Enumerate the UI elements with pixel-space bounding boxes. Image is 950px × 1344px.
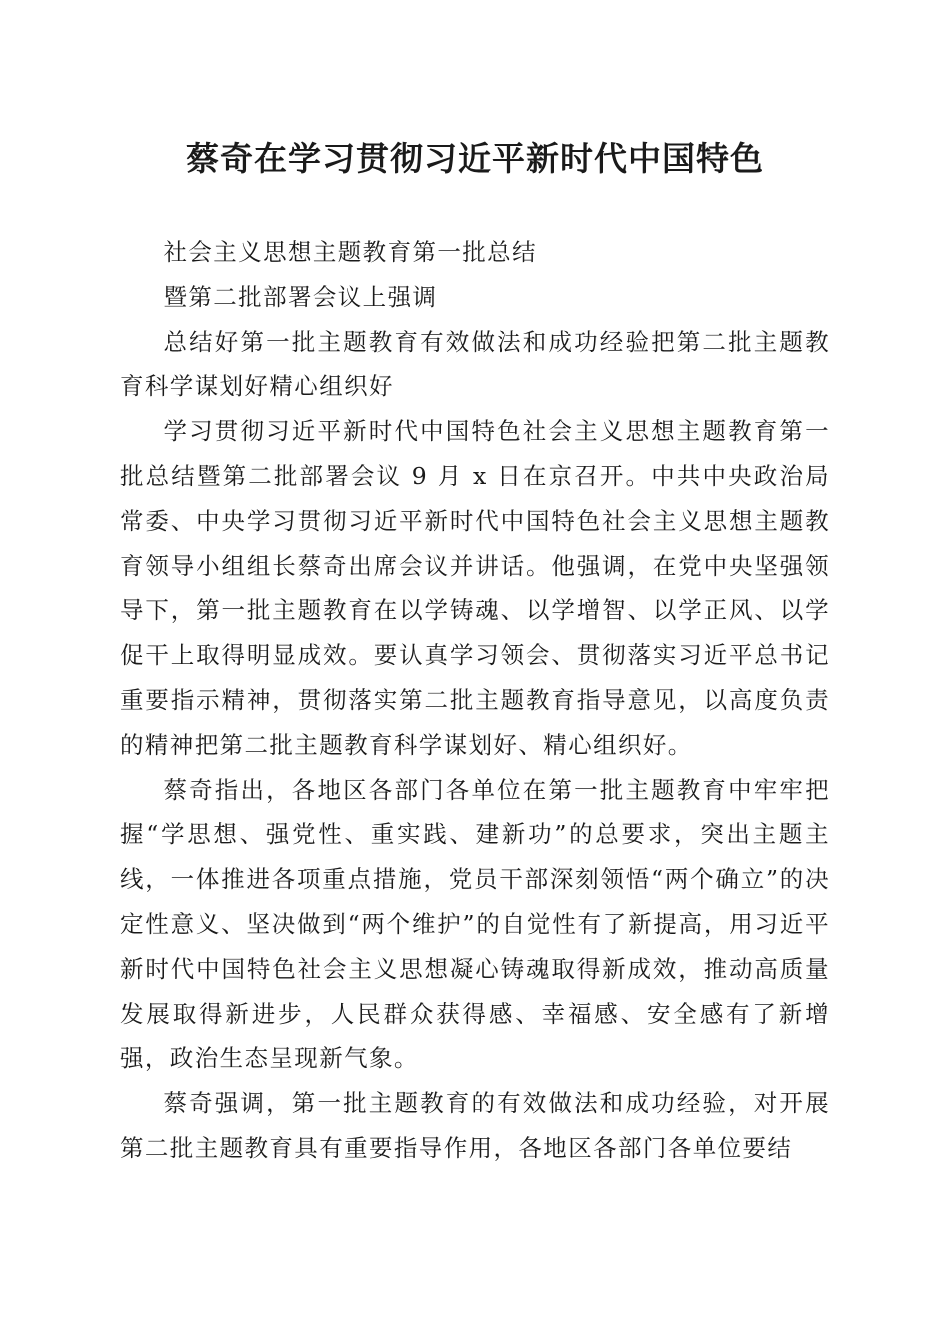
paragraph-3: 蔡奇强调，第一批主题教育的有效做法和成功经验，对开展第二批主题教育具有重要指导作用，各地区各部门各单位要结 (120, 1089, 830, 1162)
document-title: 蔡奇在学习贯彻习近平新时代中国特色 (186, 139, 764, 178)
document-body (120, 230, 830, 1171)
paragraph-headline: 总结好第一批主题教育有效做法和成功经验把第二批主题教育科学谋划好精心组织好 (120, 327, 830, 401)
paragraph-1: 学习贯彻习近平新时代中国特色社会主义思想主题教育第一批总结暨第二批部署会议 9 月 x 日在京召开。中共中央政治局常委、中央学习贯彻习近平新时代中国特色社会主义思想主题教育领导小组组长蔡奇出席会议并讲话。他强调，在党中央坚强领导下，第一批主题教育在以学铸魂、以学增智、以学正风、以学促干上取得明显成效。要认真学习领会、贯彻落实习近平总书记重要指示精神，贯彻落实第二批主题教育指导意见，以高度负责的精神把第二批主题教育科学谋划好、精心组织好。 (120, 417, 830, 759)
subtitle-line-1: 社会主义思想主题教育第一批总结 (163, 238, 537, 266)
paragraph-2: 蔡奇指出，各地区各部门各单位在第一批主题教育中牢牢把握“学思想、强党性、重实践、建新功”的总要求，突出主题主线，一体推进各项重点措施，党员干部深刻领悟“两个确立”的决定性意义、坚决做到“两个维护”的自觉性有了新提高，用习近平新时代中国特色社会主义思想凝心铸魂取得新成效，推动高质量发展取得新进步，人民群众获得感、幸福感、安全感有了新增强，政治生态呈现新气象。 (120, 775, 830, 1073)
subtitle-line-2: 暨第二批部署会议上强调 (163, 282, 438, 311)
